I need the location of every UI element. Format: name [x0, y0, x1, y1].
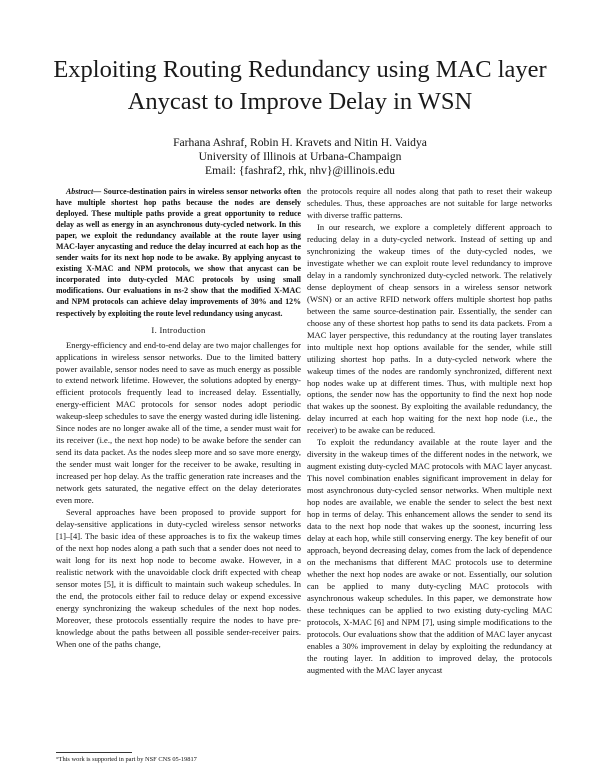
- left-column: [56, 186, 301, 651]
- intro-paragraph-4: To exploit the redundancy available at the route layer and the diversity in the wakeup times of the different nodes in the network, we augment existing duty-cycled MAC protocols with MAC layer anycast. This novel combination enables significant improvement in delay for most asynchronous duty-cycled sensor networks. When multiple next hop nodes are available, we enable the sender to select the best next hop in terms of delay. This enhancement allows the sender to send its data to the next hop node that wakes up the soonest, incurring less delay at each hop, while still conserving energy. The key benefit of our approach, beyond decreasing delay, comes from the lack of dependence on the mechanisms that different MAC protocols use to determine whether the next hop nodes are awake or not. Essentially, our solution can be applied to many duty-cycling MAC protocols with asynchronous wakeup schedules. In this paper, we demonstrate how these techniques can be applied to two existing duty-cycling MAC protocols, X-MAC [6] and NPM [7], using simple modifications to the protocols. Our evaluations show that the addition of MAC layer anycast enables a 30% improvement in delay by exploiting the redundancy at the routing layer. In addition to improved delay, the protocols augmented with the MAC layer anycast: [307, 437, 552, 675]
- abstract-label: Abstract: [66, 187, 94, 196]
- section-title: Introduction: [159, 324, 206, 335]
- paper-title-line-2: Anycast to Improve Delay in WSN: [127, 88, 473, 115]
- abstract: [56, 186, 301, 319]
- intro-paragraph-1: Energy-efficiency and end-to-end delay are two major challenges for applications in wireless sensor networks. Due to the limited battery power available, sensor nodes need to save as much energy as possible to extend network lifetime. However, the solutions adopted by energy-efficient protocols frequently lead to increased delay. Essentially, energy-efficient MAC protocols for sensor nodes adopt periodic wakeup-sleep schedules to save the energy wasted during idle listening. Since nodes are no longer awake all of the time, a sender must wait for its receiver (i.e., the next hop node) to be awake before the sender can send its data packet. As the nodes sleep more and so save more energy, the sender must wait longer for the receiver to be awake, resulting in increased per hop delay. As the traffic generation rate increases and the network gets saturated, the negative effect on the delay deteriorates even more.: [56, 339, 301, 506]
- abstract-text: — Source-destination pairs in wireless sensor networks often have multiple shortest hop paths because the nodes are densely deployed. These multiple paths provide a great opportunity to reduce delay as well as energy in an asynchronous duty-cycled network. In this paper, we exploit the redundancy available at the route layer using MAC-layer anycasting and reduce the delay incurred at each hop as the sender waits for its next hop node to be awake. By applying anycast to existing X-MAC and NPM protocols, we show that anycast can be incorporated into duty-cycled MAC protocols by using small modifications. Our evaluations in ns-2 show that the modified X-MAC and NPM protocols can achieve delay improvements of 30% and 12% respectively by exploiting the route level redundancy using anycast.: [56, 187, 301, 318]
- intro-paragraph-3: In our research, we explore a completely different approach to reducing delay in a duty-cycled network. Instead of setting up and synchronizing the wakeup times of the duty-cycled nodes, we investigate whether we can exploit route level redundancy to improve delay in a randomly synchronized duty-cycled network. The relatively dense deployment of cheap sensors in a wireless sensor network (WSN) or an active RFID network offers multiple shortest hop paths between the same source-destination pair. Essentially, the sender can choose any of these shortest hop paths to send its data packets. From a MAC layer perspective, this redundancy at the routing layer translates into multiple next hop options available for the sender, while still utilizing shortest hop paths. In a duty-cycled network where the wakeup times of the nodes are randomly synchronized, different next hop nodes wake up at different times. Thus, with multiple next hop options, the sender now has the opportunity to find the next hop node that wakes up the soonest. By exploiting the available redundancy, the delay incurred at each hop waiting for the next hop node (i.e., the receiver) to be awake can be reduced.: [307, 221, 552, 436]
- author-list: Farhana Ashraf, Robin H. Kravets and Nitin H. Vaidya: [173, 136, 427, 149]
- paper-title-line-1: Exploiting Routing Redundancy using MAC layer: [53, 56, 547, 83]
- footnote-rule: [56, 752, 132, 753]
- right-column: [307, 186, 552, 677]
- section-number: I.: [151, 324, 160, 335]
- intro-paragraph-2: Several approaches have been proposed to provide support for delay-sensitive applications in duty-cycled wireless sensor networks [1]–[4]. The basic idea of these approaches is to fix the wakeup times of the next hop nodes along a path such that a sender does not need to wait long for its next hop node to become awake. However, in a realistic network with the unavoidable clock drift expected with cheap sensor motes [5], it is difficult to maintain such wakeup schedules. In the end, the protocols either fail to reduce delay or expend excessive energy synchronizing the wakeup schedules of the next hop nodes. Moreover, these protocols essentially require the nodes to have pre-knowledge about the paths between all possible sender-receiver pairs. When one of the paths change,: [56, 507, 301, 649]
- affiliation: University of Illinois at Urbana-Champaign: [198, 150, 402, 163]
- author-email: Email: {fashraf2, rhk, nhv}@illinois.edu: [205, 164, 395, 177]
- footnote: °This work is supported in part by NSF CNS 05-19817: [56, 756, 197, 763]
- section-heading-introduction: [56, 325, 301, 336]
- intro-paragraph-continued: the protocols require all nodes along that path to reset their wakeup schedules. Thus, these approaches are not suitable for large networks with diverse traffic patterns.: [307, 186, 552, 220]
